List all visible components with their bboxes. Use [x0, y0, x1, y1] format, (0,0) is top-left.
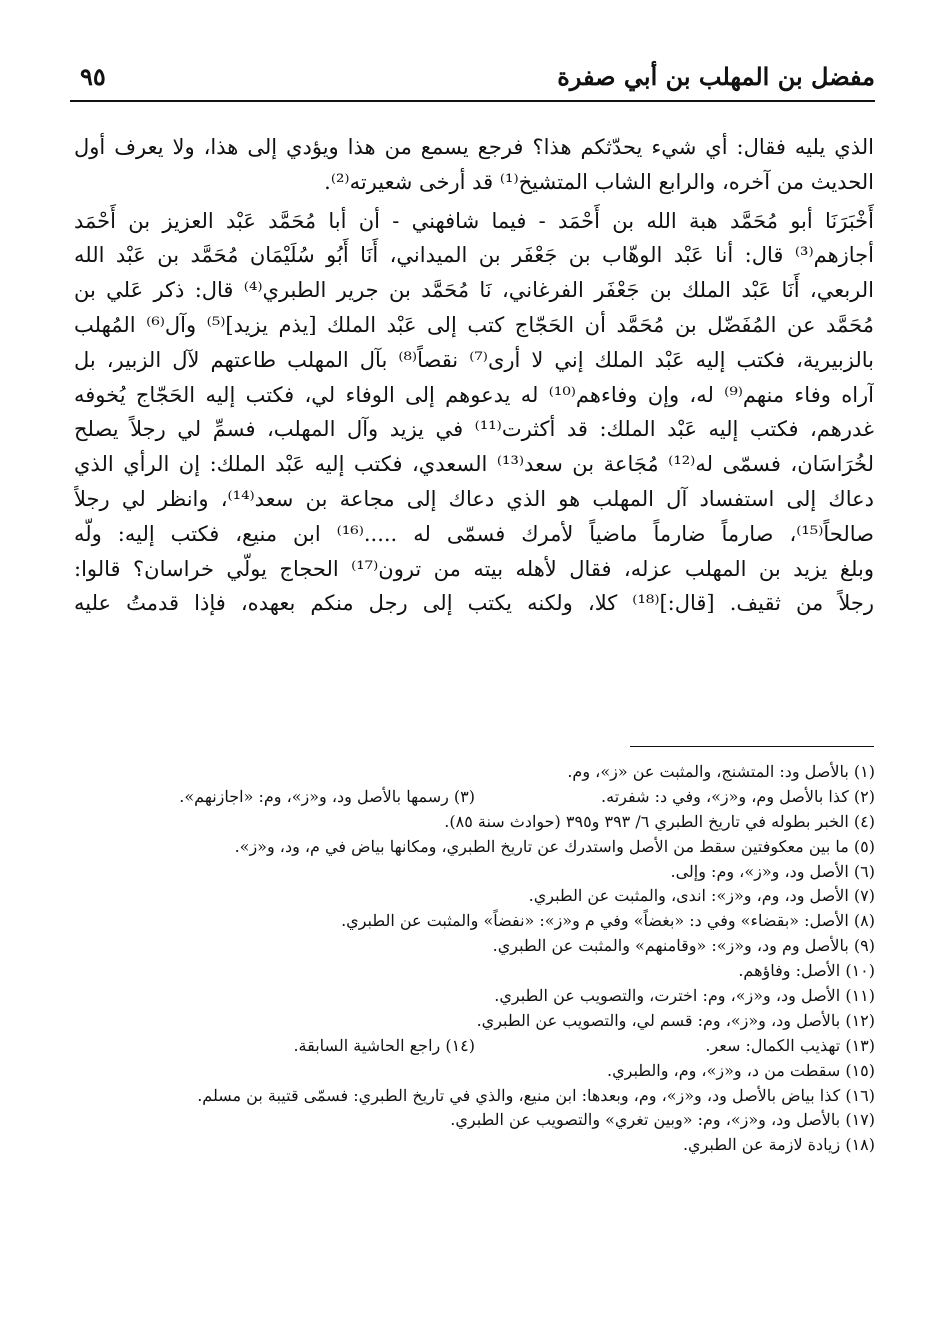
footnote-text: (٧) الأصل ود، وم، و«ز»: اندى، والمثبت عن الطبري.	[528, 886, 875, 906]
footnote	[100, 1133, 875, 1158]
text-line: بالزبيرية، فكتب إليه عَبْد الملك إني لا أرى⁽⁷⁾ نقصاً⁽⁸⁾ بآل المهلب طاعتهم لآل الزبير، بل	[74, 347, 874, 372]
text-line: غدرهم، فكتب إليه عَبْد الملك: قد أكثرت⁽¹¹⁾ في يزيد وآل المهلب، فسمِّ لي رجلاً يصلح	[74, 417, 874, 442]
footnote-text: (١١) الأصل ود، و«ز»، وم: اخترت، والتصويب عن الطبري.	[494, 986, 875, 1006]
footnote-text: (١٧) بالأصل ود، و«ز»، وم: «وبين تغري» والتصويب عن الطبري.	[450, 1110, 875, 1130]
footnote	[100, 760, 875, 785]
footnote	[100, 1084, 875, 1109]
text-line: صالحاً⁽¹⁵⁾، صارماً ضارماً ماضياً لأمرك فسمّى له .....⁽¹⁶⁾ ابن منيع، فكتب إليه: ولّه	[74, 521, 874, 546]
footnote	[100, 810, 875, 835]
footnote-text: (١٤) راجع الحاشية السابقة.	[293, 1035, 475, 1055]
footnote-text: (١٠) الأصل: وفاؤهم.	[738, 961, 875, 981]
running-title: مفضل بن المهلب بن أبي صفرة	[557, 62, 875, 91]
footnote-text: (٨) الأصل: «بقضاء» وفي د: «بغضاً» وفي م و«ز»: «نفضاً» والمثبت عن الطبري.	[341, 911, 875, 931]
text-line: الربعي، أَنَا عَبْد الملك بن جَعْفَر الفرغاني، نَا مُحَمَّد بن جرير الطبري⁽⁴⁾ قال: ذكر عَلي بن	[74, 278, 874, 303]
text-line: الذي يليه فقال: أي شيء يحدّثكم هذا؟ فرجع يسمع من هذا ويؤدي إلى هذا، ولا يعرف أول	[74, 135, 874, 159]
footnote	[100, 984, 875, 1009]
footnote	[100, 1059, 875, 1084]
footnote-text: (١٦) كذا بياض بالأصل ود، و«ز»، وم، وبعدها: ابن منيع، والذي في تاريخ الطبري: فسمّى قتيبة بن مسلم.	[197, 1085, 875, 1105]
page-number: ٩٥	[80, 62, 106, 91]
text-line: الحديث من آخره، والرابع الشاب المتشيخ⁽¹⁾ قد أرخى شعيرته⁽²⁾.	[324, 169, 874, 194]
footnote-text: (٩) بالأصل وم ود، و«ز»: «وقامنهم» والمثبت عن الطبري.	[492, 936, 875, 956]
footnote-text: (١) بالأصل ود: المتشنج، والمثبت عن «ز»، وم.	[567, 762, 875, 781]
footnote-text: (٣) رسمها بالأصل ود، و«ز»، وم: «اجازنهم».	[179, 786, 475, 806]
footnote-text: (١٥) سقطت من د، و«ز»، وم، والطبري.	[607, 1060, 875, 1080]
text-line: مُحَمَّد عن المُفَضّل بن مُحَمَّد أن الحَجّاج كتب إلى عَبْد الملك [يذم يزيد]⁽⁵⁾ وآل⁽⁶⁾ المُهلب	[74, 312, 874, 337]
text-line: آراه وفاء منهم⁽⁹⁾ له، وإن وفاءهم⁽¹⁰⁾ له يدعوهم إلى الوفاء لي، فكتب إليه الحَجّاج يُخوفه	[74, 382, 874, 407]
footnote	[100, 1034, 875, 1059]
footnote	[100, 785, 875, 810]
footnotes	[100, 760, 875, 1158]
footnote	[100, 934, 875, 959]
footnote	[100, 1108, 875, 1133]
footnote	[100, 1009, 875, 1034]
footnote	[100, 959, 875, 984]
footnote	[100, 909, 875, 934]
footnote	[100, 835, 875, 860]
running-header	[70, 58, 875, 102]
footnote	[100, 860, 875, 885]
footnote-text: (٢) كذا بالأصل وم، و«ز»، وفي د: شفرته.	[601, 786, 875, 806]
text-line: أَخْبَرَنَا أبو مُحَمَّد هبة الله بن أَحْمَد - فيما شافهني - أن أبا مُحَمَّد عَبْد العزيز بن أَحْمَد	[74, 208, 874, 233]
text-line: أجازهم⁽³⁾ قال: أنا عَبْد الوهّاب بن جَعْفَر بن الميداني، أَنَا أَبُو سُلَيْمَان مُحَمَّد بن عَبْد الله	[74, 243, 874, 268]
footnote-text: (٤) الخبر بطوله في تاريخ الطبري ٦/ ٣٩٣ و٣٩٥ (حوادث سنة ٨٥).	[444, 811, 875, 831]
footnote	[100, 884, 875, 909]
main-text	[74, 130, 874, 621]
footnote-text: (١٣) تهذيب الكمال: سعر.	[705, 1035, 875, 1055]
footnote-text: (٥) ما بين معكوفتين سقط من الأصل واستدرك عن تاريخ الطبري، ومكانها بياض في م، ود، و«ز».	[234, 836, 875, 856]
footnote-text: (١٨) زيادة لازمة عن الطبري.	[682, 1135, 875, 1155]
text-line: وبلغ يزيد بن المهلب عزله، فقال لأهله بيته من ترون⁽¹⁷⁾ الحجاج يولّي خراسان؟ قالوا:	[74, 556, 874, 581]
text-line: دعاك إلى استفساد آل المهلب هو الذي دعاك إلى مجاعة بن سعد⁽¹⁴⁾، وانظر لي رجلاً	[74, 486, 874, 511]
text-line: لخُرَاسَان، فسمّى له⁽¹²⁾ مُجَاعة بن سعد⁽¹³⁾ السعدي، فكتب إليه عَبْد الملك: إن الرأي الذي	[74, 452, 874, 477]
footnote-separator	[630, 746, 874, 747]
text-line: رجلاً من ثقيف. [قال:]⁽¹⁸⁾ كلا، ولكنه يكتب إلى رجل منكم بعهده، فإذا قدمتُ عليه	[74, 591, 874, 616]
footnote-text: (٦) الأصل ود، و«ز»، وم: وإلى.	[670, 861, 875, 881]
footnote-text: (١٢) بالأصل ود، و«ز»، وم: قسم لي، والتصويب عن الطبري.	[476, 1010, 875, 1030]
